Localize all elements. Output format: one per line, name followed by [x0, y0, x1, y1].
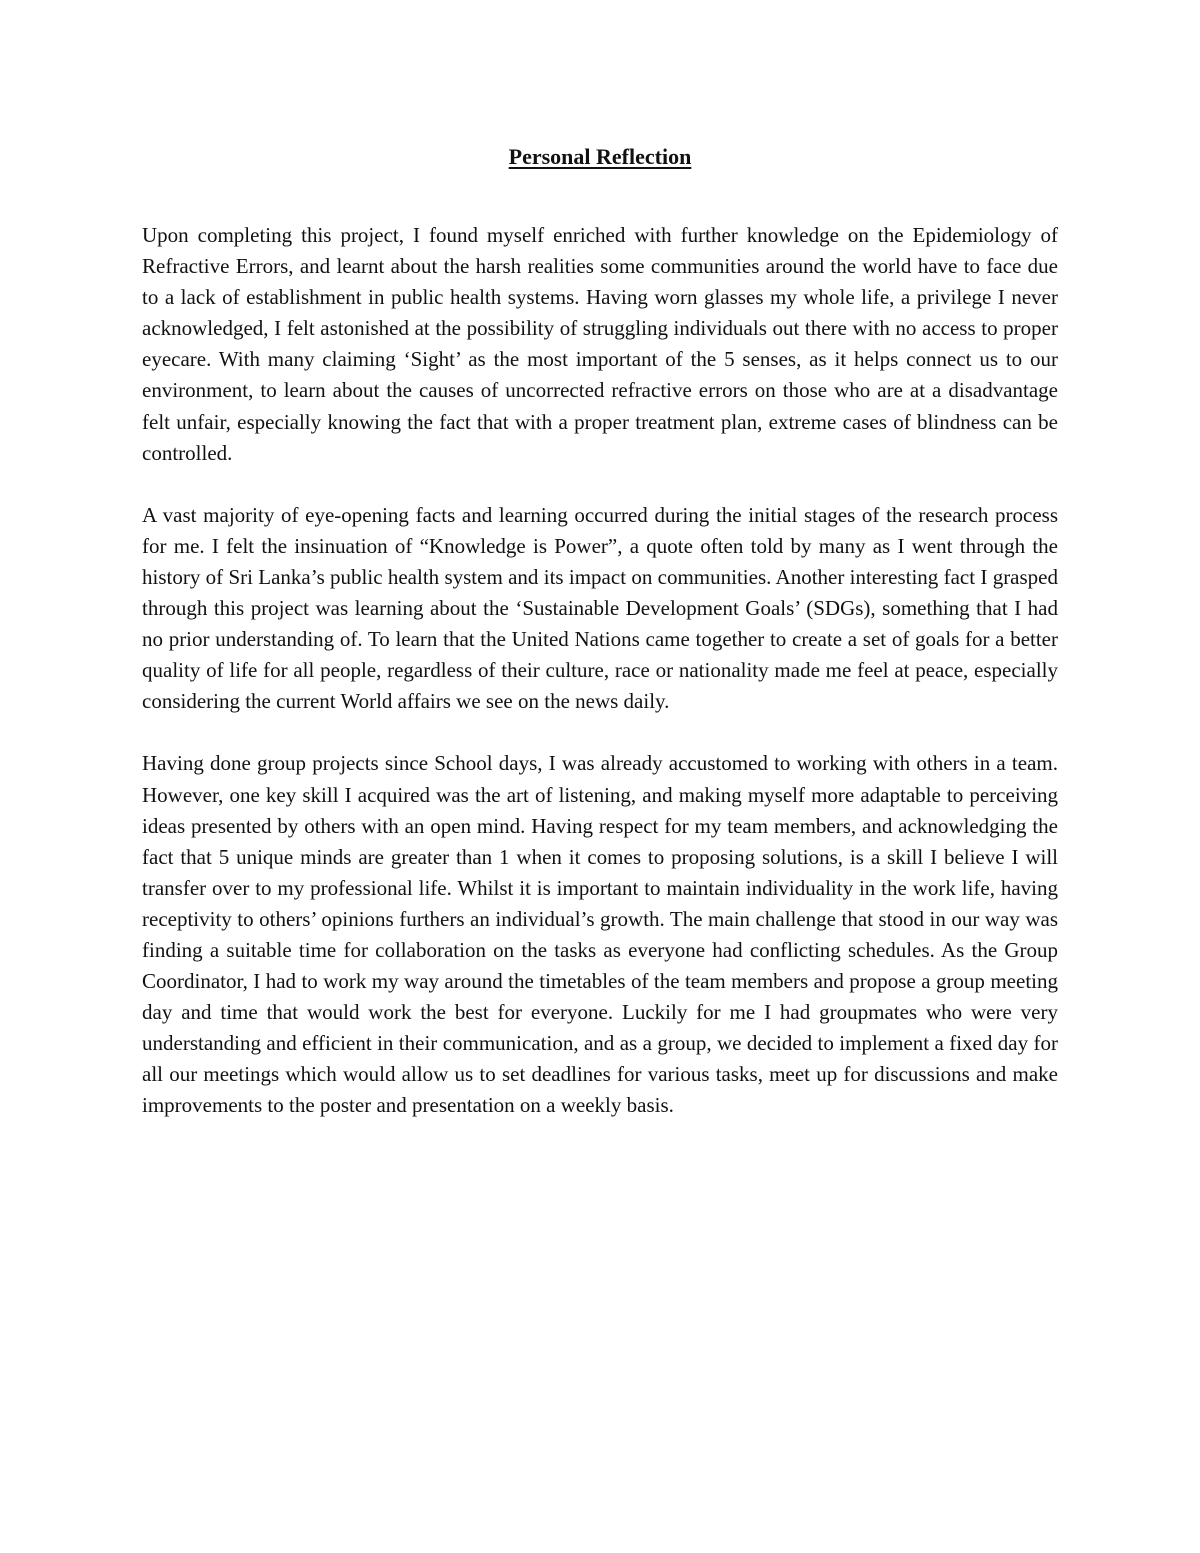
- document-body: [142, 220, 1058, 1153]
- paragraph-teamwork: Having done group projects since School days, I was already accustomed to working with others in a team. However, one key skill I acquired was the art of listening, and making myself more adaptable to perceiving ideas presented by others with an open mind. Having respect for my team members, and acknowledging the fact that 5 unique minds are greater than 1 when it comes to proposing solutions, is a skill I believe I will transfer over to my professional life. Whilst it is important to maintain individuality in the work life, having receptivity to others’ opinions furthers an individual’s growth. The main challenge that stood in our way was finding a suitable time for collaboration on the tasks as everyone had conflicting schedules. As the Group Coordinator, I had to work my way around the timetables of the team members and propose a group meeting day and time that would work the best for everyone. Luckily for me I had groupmates who were very understanding and efficient in their communication, and as a group, we decided to implement a fixed day for all our meetings which would allow us to set deadlines for various tasks, meet up for discussions and make improvements to the poster and presentation on a weekly basis.: [142, 751, 1058, 1118]
- paragraph-research-insights: A vast majority of eye-opening facts and learning occurred during the initial stages of the research process for me. I felt the insinuation of “Knowledge is Power”, a quote often told by many as I went through the history of Sri Lanka’s public health system and its impact on communities. Another interesting fact I grasped through this project was learning about the ‘Sustainable Development Goals’ (SDGs), something that I had no prior understanding of. To learn that the United Nations came together to create a set of goals for a better quality of life for all people, regardless of their culture, race or nationality made me feel at peace, especially considering the current World affairs we see on the news daily.: [142, 502, 1058, 714]
- document-title: Personal Reflection: [508, 144, 692, 169]
- paragraph-learning-outcomes: Upon completing this project, I found myself enriched with further knowledge on the Epidemiology of Refractive Errors, and learnt about the harsh realities some communities around the world have to face due to a lack of establishment in public health systems. Having worn glasses my whole life, a privilege I never acknowledged, I felt astonished at the possibility of struggling individuals out there with no access to proper eyecare. With many claiming ‘Sight’ as the most important of the 5 senses, as it helps connect us to our environment, to learn about the causes of uncorrected refractive errors on those who are at a disadvantage felt unfair, especially knowing the fact that with a proper treatment plan, extreme cases of blindness can be controlled.: [142, 223, 1058, 465]
